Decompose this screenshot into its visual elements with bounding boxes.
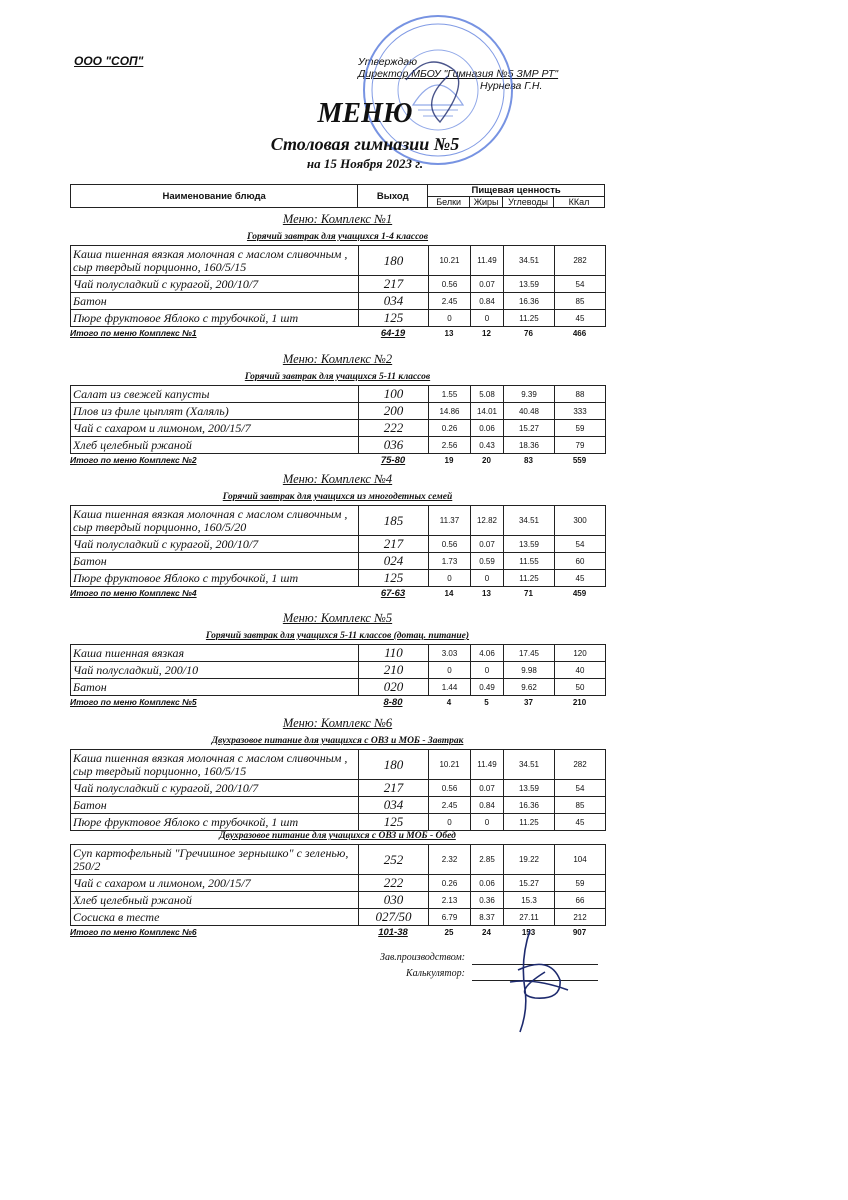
kcal: 59: [555, 420, 606, 437]
table-row: [71, 293, 606, 310]
fats: 0.07: [471, 780, 504, 797]
fats: 0.84: [471, 797, 504, 814]
dish-output: 030: [359, 892, 429, 909]
carbs: 17.45: [504, 645, 555, 662]
proteins: 10.21: [429, 246, 471, 276]
carbs: 16.36: [504, 293, 555, 310]
carbs: 15.27: [504, 420, 555, 437]
complex-block: [70, 472, 605, 599]
table-row: [71, 420, 606, 437]
carbs: 40.48: [504, 403, 555, 420]
dish-name: Батон: [71, 679, 359, 696]
table-row: [71, 814, 606, 831]
dish-name: Чай полусладкий с курагой, 200/10/7: [71, 536, 359, 553]
production-head-label: Зав.производством:: [380, 952, 466, 963]
proteins: 1.55: [429, 386, 471, 403]
proteins: 2.32: [429, 845, 471, 875]
table-row: [71, 506, 606, 536]
proteins: 3.03: [429, 645, 471, 662]
total-row: [70, 587, 605, 599]
total-output: 8-80: [383, 696, 403, 708]
fats: 11.49: [471, 246, 504, 276]
menu-table: [70, 245, 606, 327]
menu-table: [70, 505, 606, 587]
fats: 12.82: [471, 506, 504, 536]
total-output: 67-63: [380, 587, 406, 599]
total-kcal: 907: [572, 927, 587, 937]
table-row: [71, 845, 606, 875]
carbs: 13.59: [504, 780, 555, 797]
proteins: 2.45: [429, 293, 471, 310]
dish-output: 210: [359, 662, 429, 679]
fats: 0.43: [471, 437, 504, 454]
dish-output: 034: [359, 293, 429, 310]
dish-name: Пюре фруктовое Яблоко с трубочкой, 1 шт: [71, 814, 359, 831]
proteins: 0.26: [429, 420, 471, 437]
kcal: 45: [555, 570, 606, 587]
proteins: 0: [429, 310, 471, 327]
section-title: Горячий завтрак для учащихся 1-4 классов: [246, 232, 429, 242]
proteins: 0.56: [429, 276, 471, 293]
complex-block: [70, 716, 605, 938]
kcal: 54: [555, 276, 606, 293]
fats: 0.07: [471, 536, 504, 553]
carbs: 11.25: [504, 814, 555, 831]
dish-output: 125: [359, 814, 429, 831]
proteins: 1.73: [429, 553, 471, 570]
complex-title: Меню: Комплекс №1: [282, 212, 393, 226]
proteins: 2.56: [429, 437, 471, 454]
header-kcal: ККал: [554, 197, 605, 208]
header-output: Выход: [358, 185, 428, 208]
total-output: 75-80: [380, 454, 406, 466]
total-fats: 13: [482, 588, 491, 598]
fats: 14.01: [471, 403, 504, 420]
dish-name: Батон: [71, 293, 359, 310]
fats: 0.06: [471, 420, 504, 437]
header-carbs: Углеводы: [503, 197, 554, 208]
total-carbs: 37: [524, 697, 533, 707]
header-dish-name: Наименование блюда: [71, 185, 358, 208]
total-label: Итого по меню Комплекс №5: [70, 697, 197, 707]
menu-table: [70, 844, 606, 926]
total-proteins: 4: [446, 697, 452, 707]
proteins: 0.56: [429, 536, 471, 553]
header-proteins: Белки: [428, 197, 470, 208]
approval-director: Директор МБОУ "Гимназия №5 ЗМР РТ": [358, 68, 559, 80]
carbs: 9.39: [504, 386, 555, 403]
fats: 0.07: [471, 276, 504, 293]
kcal: 50: [555, 679, 606, 696]
total-proteins: 14: [444, 588, 454, 598]
table-row: [71, 437, 606, 454]
header-nutrition: Пищевая ценность: [428, 185, 605, 197]
kcal: 85: [555, 797, 606, 814]
table-row: [71, 662, 606, 679]
handwritten-signature-icon: [490, 920, 580, 1040]
complex-title: Меню: Комплекс №2: [282, 352, 393, 366]
carbs: 13.59: [504, 276, 555, 293]
table-row: [71, 310, 606, 327]
nutrition-header-table: [70, 184, 605, 208]
dish-output: 217: [359, 536, 429, 553]
total-kcal: 559: [572, 455, 587, 465]
header-fats: Жиры: [470, 197, 503, 208]
table-row: [71, 780, 606, 797]
menu-date: на 15 Ноября 2023 г.: [306, 156, 424, 171]
table-row: [71, 536, 606, 553]
kcal: 120: [555, 645, 606, 662]
table-row: [71, 403, 606, 420]
total-label: Итого по меню Комплекс №1: [70, 328, 197, 338]
dish-name: Чай полусладкий, 200/10: [71, 662, 359, 679]
dish-output: 024: [359, 553, 429, 570]
carbs: 18.36: [504, 437, 555, 454]
kcal: 212: [555, 909, 606, 926]
dish-output: 125: [359, 570, 429, 587]
total-row: [70, 327, 605, 339]
kcal: 79: [555, 437, 606, 454]
table-row: [71, 875, 606, 892]
dish-name: Пюре фруктовое Яблоко с трубочкой, 1 шт: [71, 570, 359, 587]
fats: 0: [471, 662, 504, 679]
approval-signatory: Нурнева Г.Н.: [480, 80, 543, 92]
fats: 0: [471, 814, 504, 831]
table-row: [71, 750, 606, 780]
kcal: 300: [555, 506, 606, 536]
kcal: 66: [555, 892, 606, 909]
carbs: 34.51: [504, 506, 555, 536]
dish-name: Суп картофельный "Гречишное зернышко" с зеленью, 250/2: [71, 845, 359, 875]
menu-table: [70, 749, 606, 831]
dish-output: 222: [359, 875, 429, 892]
dish-output: 110: [359, 645, 429, 662]
calculator-label: Калькулятор:: [406, 968, 465, 979]
total-proteins: 13: [444, 328, 454, 338]
section-title: Горячий завтрак для учащихся из многодетных семей: [222, 492, 453, 502]
dish-output: 185: [359, 506, 429, 536]
table-row: [71, 892, 606, 909]
kcal: 104: [555, 845, 606, 875]
proteins: 0: [429, 570, 471, 587]
kcal: 40: [555, 662, 606, 679]
carbs: 15.3: [504, 892, 555, 909]
dish-name: Чай полусладкий с курагой, 200/10/7: [71, 276, 359, 293]
dish-output: 036: [359, 437, 429, 454]
carbs: 16.36: [504, 797, 555, 814]
dish-output: 027/50: [359, 909, 429, 926]
dish-name: Каша пшенная вязкая молочная с маслом сливочным , сыр твердый порционно, 160/5/15: [71, 246, 359, 276]
fats: 8.37: [471, 909, 504, 926]
total-label: Итого по меню Комплекс №2: [70, 455, 197, 465]
proteins: 14.86: [429, 403, 471, 420]
kcal: 60: [555, 553, 606, 570]
section-title: Горячий завтрак для учащихся 5-11 классов (дотац. питание): [205, 631, 470, 641]
fats: 11.49: [471, 750, 504, 780]
total-row: [70, 696, 605, 708]
total-kcal: 459: [572, 588, 587, 598]
kcal: 45: [555, 814, 606, 831]
carbs: 27.11: [504, 909, 555, 926]
complex-block: [70, 212, 605, 339]
total-fats: 24: [482, 927, 491, 937]
total-row: [70, 454, 605, 466]
dish-output: 252: [359, 845, 429, 875]
fats: 0.59: [471, 553, 504, 570]
dish-output: 034: [359, 797, 429, 814]
table-row: [71, 246, 606, 276]
proteins: 0: [429, 814, 471, 831]
dish-output: 180: [359, 246, 429, 276]
carbs: 11.25: [504, 570, 555, 587]
carbs: 11.25: [504, 310, 555, 327]
fats: 0: [471, 310, 504, 327]
carbs: 34.51: [504, 246, 555, 276]
complex-block: [70, 611, 605, 708]
total-fats: 5: [484, 697, 489, 707]
kcal: 54: [555, 780, 606, 797]
fats: 0.49: [471, 679, 504, 696]
dish-name: Батон: [71, 553, 359, 570]
total-label: Итого по меню Комплекс №6: [70, 927, 197, 937]
table-row: [71, 276, 606, 293]
dish-name: Чай с сахаром и лимоном, 200/15/7: [71, 420, 359, 437]
dish-output: 020: [359, 679, 429, 696]
kcal: 45: [555, 310, 606, 327]
total-carbs: 76: [524, 328, 533, 338]
menu-table: [70, 644, 606, 696]
proteins: 6.79: [429, 909, 471, 926]
proteins: 2.13: [429, 892, 471, 909]
dish-output: 222: [359, 420, 429, 437]
proteins: 11.37: [429, 506, 471, 536]
total-kcal: 210: [572, 697, 587, 707]
dish-name: Салат из свежей капусты: [71, 386, 359, 403]
dish-name: Чай полусладкий с курагой, 200/10/7: [71, 780, 359, 797]
carbs: 9.62: [504, 679, 555, 696]
proteins: 0.56: [429, 780, 471, 797]
section-title: Горячий завтрак для учащихся 5-11 классов: [244, 372, 431, 382]
total-label: Итого по меню Комплекс №4: [70, 588, 197, 598]
complex-title: Меню: Комплекс №5: [282, 611, 393, 625]
dish-name: Хлеб целебный ржаной: [71, 892, 359, 909]
carbs: 9.98: [504, 662, 555, 679]
fats: 4.06: [471, 645, 504, 662]
dish-name: Пюре фруктовое Яблоко с трубочкой, 1 шт: [71, 310, 359, 327]
dish-output: 180: [359, 750, 429, 780]
dish-name: Батон: [71, 797, 359, 814]
kcal: 333: [555, 403, 606, 420]
carbs: 34.51: [504, 750, 555, 780]
dish-name: Чай с сахаром и лимоном, 200/15/7: [71, 875, 359, 892]
kcal: 54: [555, 536, 606, 553]
kcal: 85: [555, 293, 606, 310]
page-subtitle: Столовая гимназии №5: [270, 134, 460, 154]
fats: 0.84: [471, 293, 504, 310]
total-fats: 20: [482, 455, 491, 465]
total-proteins: 25: [444, 927, 454, 937]
table-row: [71, 553, 606, 570]
table-row: [71, 797, 606, 814]
dish-output: 200: [359, 403, 429, 420]
proteins: 0: [429, 662, 471, 679]
fats: 0.36: [471, 892, 504, 909]
proteins: 2.45: [429, 797, 471, 814]
complex-block: [70, 352, 605, 466]
dish-name: Каша пшенная вязкая: [71, 645, 359, 662]
dish-name: Хлеб целебный ржаной: [71, 437, 359, 454]
kcal: 282: [555, 750, 606, 780]
page-title: МЕНЮ: [317, 98, 413, 129]
dish-output: 125: [359, 310, 429, 327]
carbs: 13.59: [504, 536, 555, 553]
menu-table: [70, 385, 606, 454]
dish-output: 100: [359, 386, 429, 403]
total-output: 101-38: [378, 926, 408, 938]
total-kcal: 466: [572, 328, 587, 338]
dish-output: 217: [359, 276, 429, 293]
dish-name: Плов из филе цыплят (Халяль): [71, 403, 359, 420]
complex-title: Меню: Комплекс №4: [282, 472, 393, 486]
kcal: 282: [555, 246, 606, 276]
carbs: 15.27: [504, 875, 555, 892]
dish-name: Сосиска в тесте: [71, 909, 359, 926]
organization-name: ООО "СОП": [74, 54, 144, 68]
carbs: 19.22: [504, 845, 555, 875]
dish-output: 217: [359, 780, 429, 797]
fats: 0: [471, 570, 504, 587]
total-carbs: 71: [524, 588, 533, 598]
section-title: Двухразовое питание для учащихся с ОВЗ и МОБ - Завтрак: [211, 736, 464, 746]
proteins: 1.44: [429, 679, 471, 696]
table-row: [71, 386, 606, 403]
total-fats: 12: [482, 328, 491, 338]
total-carbs: 83: [524, 455, 533, 465]
fats: 2.85: [471, 845, 504, 875]
total-carbs: 153: [521, 927, 536, 937]
dish-name: Каша пшенная вязкая молочная с маслом сливочным , сыр твердый порционно, 160/5/15: [71, 750, 359, 780]
table-row: [71, 645, 606, 662]
kcal: 59: [555, 875, 606, 892]
proteins: 10.21: [429, 750, 471, 780]
carbs: 11.55: [504, 553, 555, 570]
dish-name: Каша пшенная вязкая молочная с маслом сливочным , сыр твердый порционно, 160/5/20: [71, 506, 359, 536]
fats: 0.06: [471, 875, 504, 892]
table-row: [71, 679, 606, 696]
total-proteins: 19: [444, 455, 454, 465]
complex-title: Меню: Комплекс №6: [282, 716, 393, 730]
proteins: 0.26: [429, 875, 471, 892]
table-row: [71, 570, 606, 587]
approval-title: Утверждаю: [358, 56, 418, 68]
total-output: 64-19: [380, 327, 406, 339]
kcal: 88: [555, 386, 606, 403]
fats: 5.08: [471, 386, 504, 403]
section-title: Двухразовое питание для учащихся с ОВЗ и МОБ - Обед: [219, 831, 456, 841]
